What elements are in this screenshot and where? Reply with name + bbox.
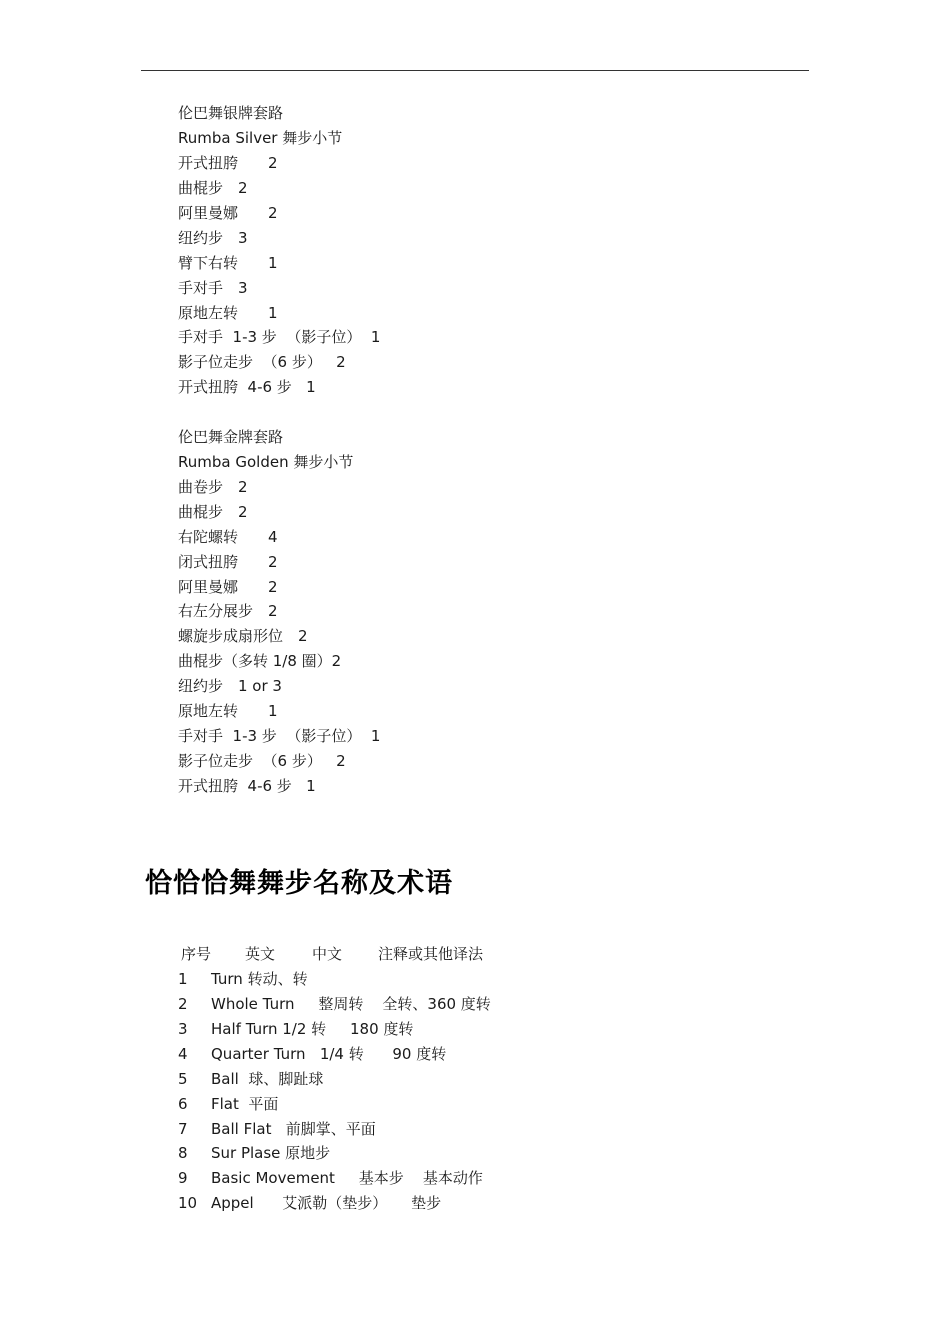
golden-step: 纽约步 1 or 3 (178, 677, 282, 695)
golden-step: 闭式扭胯 2 (178, 553, 278, 571)
term-number: 9 (178, 1169, 188, 1187)
golden-step: 开式扭胯 4-6 步 1 (178, 777, 316, 795)
term-number: 2 (178, 995, 188, 1013)
golden-subtitle: Rumba Golden 舞步小节 (178, 453, 354, 471)
term-number: 5 (178, 1070, 188, 1088)
silver-title: 伦巴舞银牌套路 (178, 104, 284, 122)
golden-step: 螺旋步成扇形位 2 (178, 627, 308, 645)
header-notes: 注释或其他译法 (378, 945, 484, 963)
term-text: Quarter Turn 1/4 转 90 度转 (211, 1045, 447, 1063)
header-rule (141, 70, 809, 71)
silver-step: 臂下右转 1 (178, 254, 278, 272)
term-text: Appel 艾派勒（垫步） 垫步 (211, 1194, 442, 1212)
golden-step: 影子位走步 （6 步） 2 (178, 752, 346, 770)
term-number: 4 (178, 1045, 188, 1063)
header-english: 英文 (245, 945, 276, 963)
term-number: 10 (178, 1194, 198, 1212)
term-text: Ball Flat 前脚掌、平面 (211, 1120, 376, 1138)
golden-step: 阿里曼娜 2 (178, 578, 278, 596)
term-text: Flat 平面 (211, 1095, 279, 1113)
term-number: 8 (178, 1144, 188, 1162)
silver-subtitle: Rumba Silver 舞步小节 (178, 129, 343, 147)
term-number: 1 (178, 970, 188, 988)
silver-step: 手对手 3 (178, 279, 248, 297)
golden-step: 右陀螺转 4 (178, 528, 278, 546)
golden-step: 曲棍步 2 (178, 503, 248, 521)
silver-step: 影子位走步 （6 步） 2 (178, 353, 346, 371)
term-text: Ball 球、脚趾球 (211, 1070, 324, 1088)
header-chinese: 中文 (312, 945, 343, 963)
term-text: Sur Plase 原地步 (211, 1144, 331, 1162)
golden-step: 曲卷步 2 (178, 478, 248, 496)
silver-step: 开式扭胯 2 (178, 154, 278, 172)
term-number: 6 (178, 1095, 188, 1113)
term-text: Half Turn 1/2 转 180 度转 (211, 1020, 414, 1038)
term-text: Turn 转动、转 (211, 970, 308, 988)
term-number: 7 (178, 1120, 188, 1138)
golden-step: 原地左转 1 (178, 702, 278, 720)
golden-title: 伦巴舞金牌套路 (178, 428, 284, 446)
term-text: Whole Turn 整周转 全转、360 度转 (211, 995, 491, 1013)
golden-step: 右左分展步 2 (178, 602, 278, 620)
silver-step: 纽约步 3 (178, 229, 248, 247)
silver-step: 曲棍步 2 (178, 179, 248, 197)
silver-step: 阿里曼娜 2 (178, 204, 278, 222)
silver-step: 原地左转 1 (178, 304, 278, 322)
section-heading: 恰恰恰舞舞步名称及术语 (145, 868, 453, 899)
term-text: Basic Movement 基本步 基本动作 (211, 1169, 483, 1187)
golden-step: 曲棍步（多转 1/8 圈）2 (178, 652, 342, 670)
header-number: 序号 (181, 945, 212, 963)
term-number: 3 (178, 1020, 188, 1038)
golden-step: 手对手 1-3 步 （影子位） 1 (178, 727, 381, 745)
silver-step: 手对手 1-3 步 （影子位） 1 (178, 328, 381, 346)
silver-step: 开式扭胯 4-6 步 1 (178, 378, 316, 396)
